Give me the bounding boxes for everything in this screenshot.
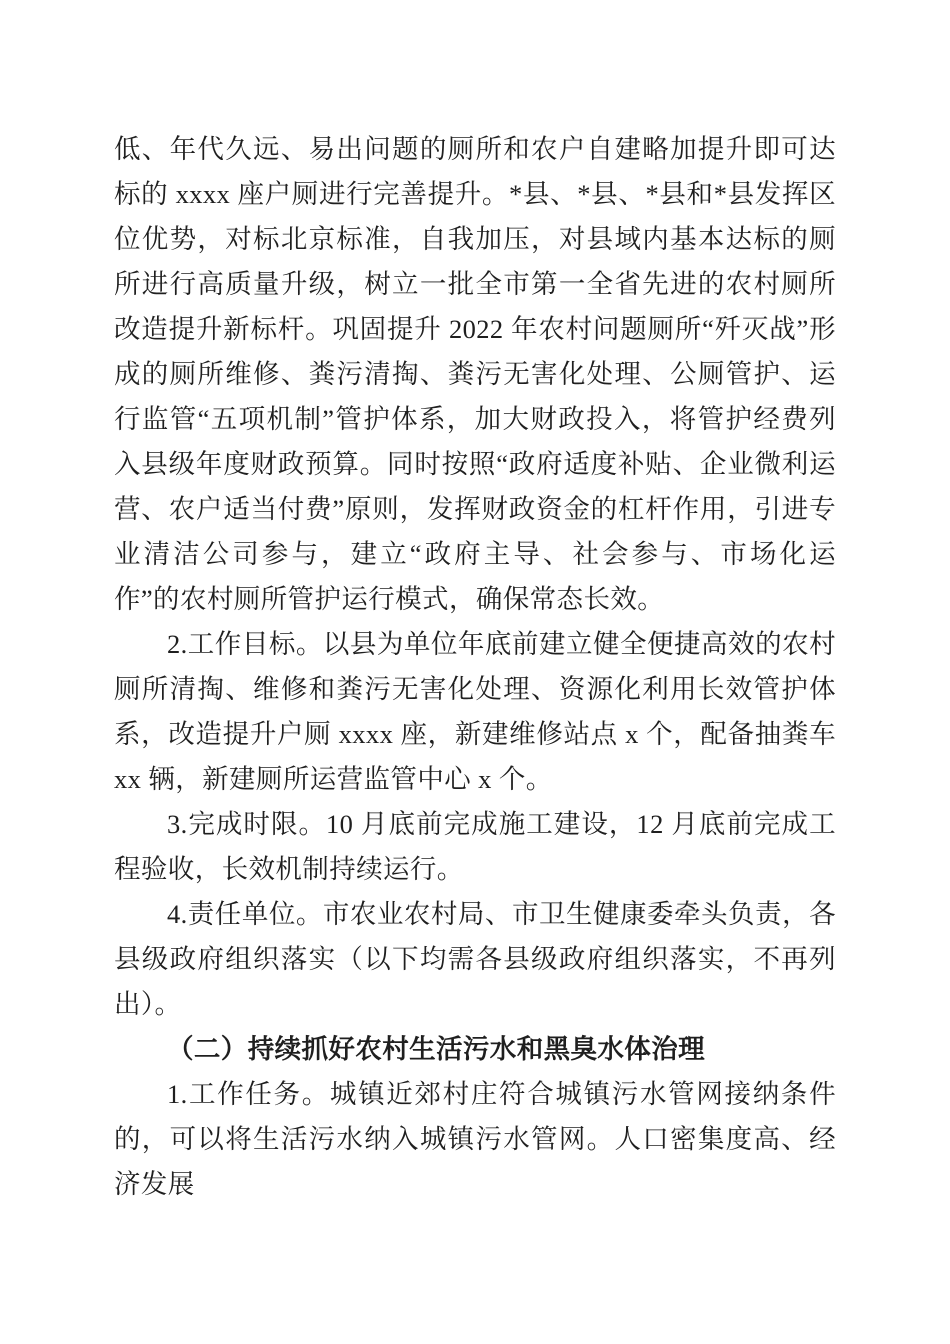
paragraph-deadline: 3.完成时限。10 月底前完成施工建设，12 月底前完成工程验收，长效机制持续运行。 (114, 809, 836, 884)
paragraph-responsible-unit: 4.责任单位。市农业农村局、市卫生健康委牵头负责，各县级政府组织落实（以下均需各县级政府组织落实，不再列出）。 (114, 899, 836, 1019)
paragraph-work-goal: 2.工作目标。以县为单位年底前建立健全便捷高效的农村厕所清掏、维修和粪污无害化处理、资源化利用长效管护体系，改造提升户厕 xxxx 座，新建维修站点 x 个，配备抽粪车 xx 辆，新建厕所运营监管中心 x 个。 (114, 629, 836, 794)
paragraph-work-task: 1.工作任务。城镇近郊村庄符合城镇污水管网接纳条件的，可以将生活污水纳入城镇污水管网。人口密集度高、经济发展 (114, 1079, 836, 1199)
paragraph-continuation: 低、年代久远、易出问题的厕所和农户自建略加提升即可达标的 xxxx 座户厕进行完善提升。*县、*县、*县和*县发挥区位优势，对标北京标准，自我加压，对县域内基本达标的厕所进行高质量升级，树立一批全市第一全省先进的农村厕所改造提升新标杆。巩固提升 2022 年农村问题厕所“歼灭战”形成的厕所维修、粪污清掏、粪污无害化处理、公厕管护、运行监管“五项机制”管护体系，加大财政投入，将管护经费列入县级年度财政预算。同时按照“政府适度补贴、企业微利运营、农户适当付费”原则，发挥财政资金的杠杆作用，引进专业清洁公司参与，建立“政府主导、社会参与、市场化运作”的农村厕所管护运行模式，确保常态长效。 (114, 134, 836, 614)
document-body (114, 127, 836, 1207)
section-heading: （二）持续抓好农村生活污水和黑臭水体治理 (167, 1034, 705, 1064)
